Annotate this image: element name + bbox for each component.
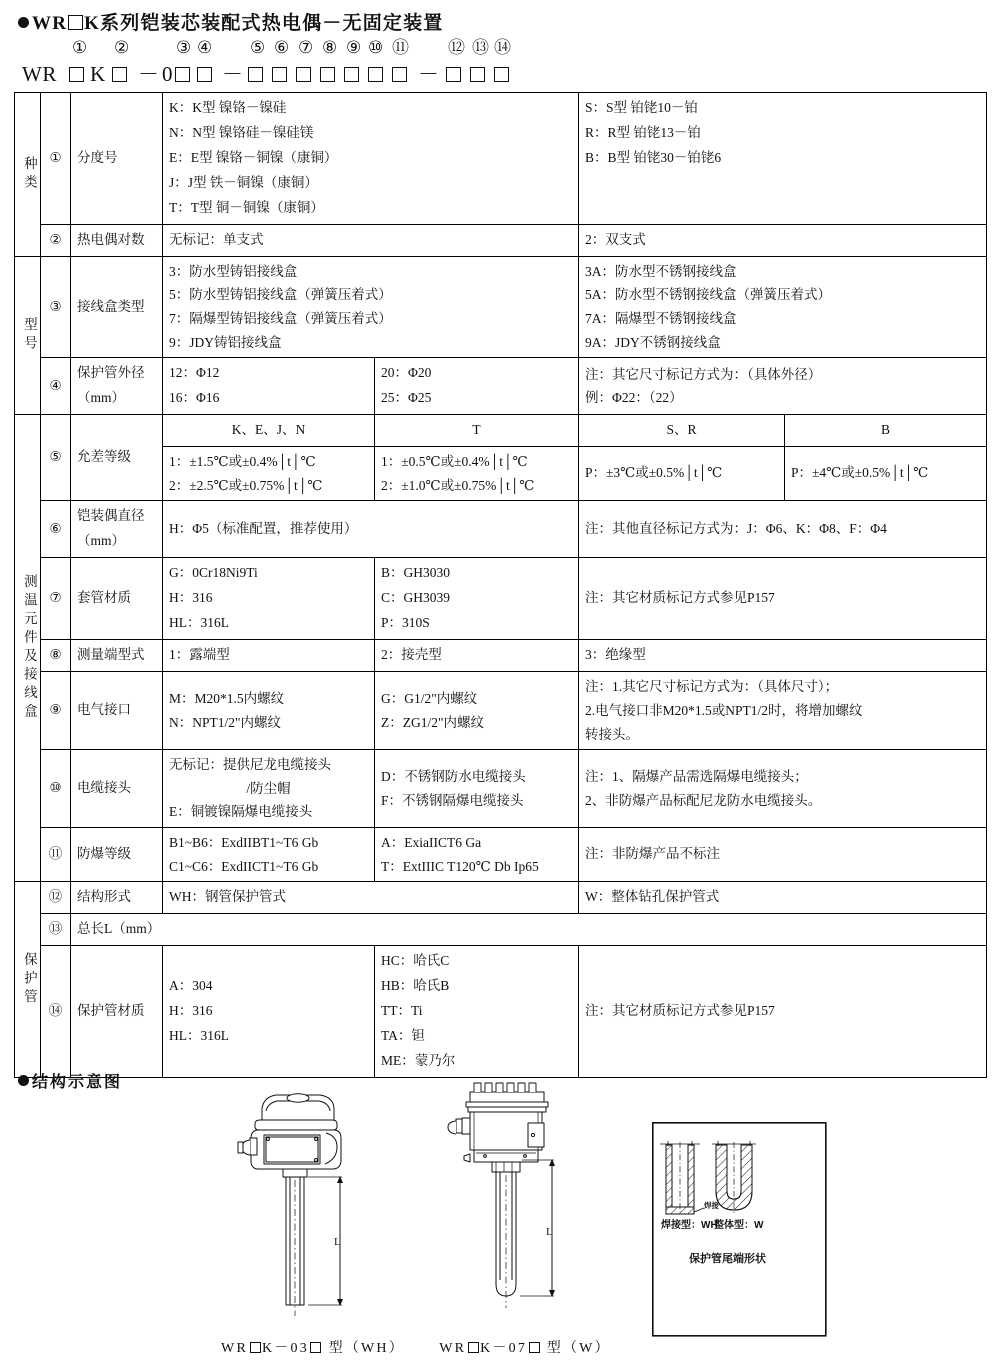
value-line: 注：1.其它尺寸标记方式为：（具体尺寸）； xyxy=(585,679,839,695)
code-box-9 xyxy=(344,67,359,82)
value-line: A：304 xyxy=(169,978,213,994)
value-line: 16：Φ16 xyxy=(169,390,220,406)
code-box-12 xyxy=(446,67,461,82)
value-line: Z：ZG1/2"内螺纹 xyxy=(381,714,485,730)
code-box-3 xyxy=(175,67,190,82)
detail-box-caption: 保护管尾端形状 xyxy=(689,1253,766,1265)
value-line: B：GH3030 xyxy=(381,565,451,581)
code-mid-k: K xyxy=(90,62,106,86)
row-cell-c: 注：非防爆产品不标注 xyxy=(579,828,987,882)
length-label-w: L xyxy=(546,1226,553,1238)
code-index-12: ⑫ xyxy=(448,38,465,58)
row-cell-b xyxy=(375,750,579,828)
row-index: ⑭ xyxy=(41,946,71,1078)
value-line: K：K型 镍铬－镍硅 xyxy=(169,100,287,115)
row-name: 结构形式 xyxy=(71,882,163,914)
integral-type-label: 整体型：W xyxy=(714,1220,764,1231)
table-row xyxy=(15,946,987,1078)
row-cell-c xyxy=(579,750,987,828)
weld-type-label: 焊接型：WH xyxy=(661,1220,718,1231)
group-label-protection-tube: 保护管 xyxy=(15,882,41,1078)
weld-callout-label: 焊接 xyxy=(704,1201,719,1210)
row-name: 防爆等级 xyxy=(71,828,163,882)
row-cell-b xyxy=(375,946,579,1078)
table-row xyxy=(15,914,987,946)
code-index-9: ⑨ xyxy=(346,38,362,58)
page-title xyxy=(18,8,444,35)
value-line: 25：Φ25 xyxy=(381,390,432,406)
row-cell-c xyxy=(579,358,987,415)
row-cell-left: 无标记：单支式 xyxy=(163,224,579,256)
value-line: H：316 xyxy=(169,1003,213,1019)
bullet-icon-2 xyxy=(18,1075,29,1086)
code-box-10 xyxy=(368,67,383,82)
value-line: A：ExiaIICT6 Ga xyxy=(381,835,482,851)
row-cell-right xyxy=(579,256,987,358)
value-line: 例：Φ22：（22） xyxy=(585,390,683,406)
value-line: 2、非防爆产品标配尼龙防水电缆接头。 xyxy=(585,792,822,808)
row-cell-b xyxy=(375,358,579,415)
row-cell-right: W：整体钻孔保护管式 xyxy=(579,882,987,914)
row-index: ⑦ xyxy=(41,558,71,640)
row-name: 分度号 xyxy=(71,93,163,225)
figure-caption-w xyxy=(400,1337,650,1357)
row-cell-c: 注：其它材质标记方式参见P157 xyxy=(579,946,987,1078)
value-line: C：GH3039 xyxy=(381,590,451,606)
specification-table xyxy=(14,92,987,1078)
row-name: 允差等级 xyxy=(71,415,163,501)
code-index-3: ③ xyxy=(176,38,192,58)
row-name: 接线盒类型 xyxy=(71,256,163,358)
value-line: 5：防水型铸铝接线盒（弹簧压着式） xyxy=(169,287,392,303)
code-box-8 xyxy=(320,67,335,82)
code-dash-3: － xyxy=(418,62,440,86)
row-index: ⑩ xyxy=(41,750,71,828)
row-cell-c: 注：其它材质标记方式参见P157 xyxy=(579,558,987,640)
row-cell-a xyxy=(163,946,375,1078)
row-cell-left: WH：钢管保护管式 xyxy=(163,882,579,914)
value-line: 注：其它尺寸标记方式为：（具体外径） xyxy=(585,366,822,382)
code-index-row xyxy=(16,38,776,62)
value-line: C1~C6：ExdIICT1~T6 Gb xyxy=(169,858,319,874)
tolerance-header-4: B xyxy=(785,415,987,447)
value-line: 2：±1.0℃或±0.75%│t│℃ xyxy=(381,477,535,493)
code-index-13: ⑬ xyxy=(472,38,489,58)
code-dash-2: － xyxy=(222,62,244,86)
table-row xyxy=(15,640,987,672)
value-line: B1~B6：ExdIIBT1~T6 Gb xyxy=(169,835,319,851)
row-cell-b: 2：接壳型 xyxy=(375,640,579,672)
row-cell-left xyxy=(163,256,579,358)
code-zero: 0 xyxy=(162,62,173,86)
figure-wh-thermocouple xyxy=(230,1090,390,1325)
value-line: 注：1、隔爆产品需选隔爆电缆接头； xyxy=(585,768,808,784)
value-line: 1：±1.5℃或±0.4%│t│℃ xyxy=(169,454,316,470)
tube-tip-detail-drawing xyxy=(652,1122,827,1337)
page-title-text: WR K系列铠装芯装配式热电偶－无固定装置 xyxy=(32,13,444,34)
w-assembly-drawing xyxy=(440,1080,605,1325)
bullet-icon xyxy=(18,17,29,28)
row-name: 保护管外径 （mm） xyxy=(71,358,163,415)
tolerance-header-2: T xyxy=(375,415,579,447)
table-row xyxy=(15,882,987,914)
row-cell-right: 注：其他直径标记方式为：J：Φ6、K：Φ8、F：Φ4 xyxy=(579,501,987,558)
tolerance-cell-3: P：±3℃或±0.5%│t│℃ xyxy=(579,447,785,501)
row-name: 电缆接头 xyxy=(71,750,163,828)
placeholder-box-icon xyxy=(310,1342,321,1353)
value-line: R：R型 铂铑13－铂 xyxy=(585,124,701,140)
value-line: D：不锈钢防水电缆接头 xyxy=(381,768,526,784)
tube-tip-detail-box xyxy=(652,1122,827,1337)
placeholder-box-icon xyxy=(468,1342,479,1353)
row-index: ⑤ xyxy=(41,415,71,501)
row-index: ④ xyxy=(41,358,71,415)
row-name: 测量端型式 xyxy=(71,640,163,672)
row-cell-left xyxy=(163,93,579,225)
code-index-2: ② xyxy=(114,38,130,58)
code-box-1 xyxy=(69,67,84,82)
row-cell-b xyxy=(375,558,579,640)
row-index: ⑧ xyxy=(41,640,71,672)
value-line: TA：钽 xyxy=(381,1028,425,1044)
code-index-4: ④ xyxy=(197,38,213,58)
value-line: 2.电气接口非M20*1.5或NPT1/2时，将增加螺纹 xyxy=(585,702,863,718)
value-line: 12：Φ12 xyxy=(169,365,220,381)
code-index-10: ⑩ xyxy=(368,38,384,58)
figure-caption-wh-text: WR K－03 型（WH） xyxy=(221,1341,405,1356)
value-line: S：S型 铂铑10－铂 xyxy=(585,100,698,115)
length-label-wh: L xyxy=(334,1236,341,1248)
group-label-type: 种类 xyxy=(15,93,41,257)
row-index: ⑬ xyxy=(41,914,71,946)
row-cell-b xyxy=(375,828,579,882)
value-line: HL：316L xyxy=(169,1028,229,1044)
value-line: 转接头。 xyxy=(585,726,639,742)
table-row-tolerance-headers xyxy=(15,415,987,447)
row-cell-right xyxy=(579,93,987,225)
value-line: 20：Φ20 xyxy=(381,365,432,381)
value-line: J：J型 铁－铜镍（康铜） xyxy=(169,174,318,190)
code-index-1: ① xyxy=(72,38,88,58)
table-row xyxy=(15,256,987,358)
value-line: HL：316L xyxy=(169,615,229,631)
placeholder-box-icon xyxy=(250,1342,261,1353)
row-index: ⑥ xyxy=(41,501,71,558)
row-name: 热电偶对数 xyxy=(71,224,163,256)
value-line: 2：±2.5℃或±0.75%│t│℃ xyxy=(169,477,323,493)
value-line: TT：Ti xyxy=(381,1003,423,1019)
figure-caption-w-text: WR K－07 型（W） xyxy=(439,1341,611,1356)
placeholder-box-icon xyxy=(529,1342,540,1353)
value-line: E：铜镀镍隔爆电缆接头 xyxy=(169,804,313,820)
value-line: 3：防水型铸铝接线盒 xyxy=(169,263,298,279)
value-line: HB：哈氏B xyxy=(381,978,450,994)
code-box-2 xyxy=(112,67,127,82)
row-cell-a xyxy=(163,828,375,882)
value-line: B：B型 铂铑30－铂铑6 xyxy=(585,149,722,165)
table-row xyxy=(15,224,987,256)
row-cell-a xyxy=(163,750,375,828)
row-name: 套管材质 xyxy=(71,558,163,640)
row-cell-left: H：Φ5（标准配置，推荐使用） xyxy=(163,501,579,558)
row-index: ① xyxy=(41,93,71,225)
code-box-4 xyxy=(197,67,212,82)
table-row xyxy=(15,558,987,640)
value-line: N：NPT1/2"内螺纹 xyxy=(169,714,282,730)
code-dash-1: － xyxy=(138,62,160,86)
tolerance-cell-4: P：±4℃或±0.5%│t│℃ xyxy=(785,447,987,501)
code-index-6: ⑥ xyxy=(274,38,290,58)
row-cell-full: 总长L（mm） xyxy=(71,914,987,946)
row-index: ⑫ xyxy=(41,882,71,914)
code-index-7: ⑦ xyxy=(298,38,314,58)
value-line: 无标记：提供尼龙电缆接头 xyxy=(169,757,331,773)
value-line: M：M20*1.5内螺纹 xyxy=(169,691,285,707)
table-row xyxy=(15,501,987,558)
model-code-diagram xyxy=(16,38,776,90)
row-name: 电气接口 xyxy=(71,672,163,750)
value-line: G：0Cr18Ni9Ti xyxy=(169,565,258,581)
row-cell-a xyxy=(163,358,375,415)
row-index: ③ xyxy=(41,256,71,358)
value-line: F：不锈钢隔爆电缆接头 xyxy=(381,792,524,808)
table-row xyxy=(15,93,987,225)
code-box-5 xyxy=(248,67,263,82)
table-row xyxy=(15,750,987,828)
value-line: 5A：防水型不锈钢接线盒（弹簧压着式） xyxy=(585,287,831,303)
row-cell-a: 1：露端型 xyxy=(163,640,375,672)
row-index: ② xyxy=(41,224,71,256)
value-line: 1：±0.5℃或±0.4%│t│℃ xyxy=(381,454,528,470)
value-line: 9：JDY铸铝接线盒 xyxy=(169,334,282,350)
value-line: T：ExtIIIC T120℃ Db Ip65 xyxy=(381,858,539,874)
group-label-model: 型号 xyxy=(15,256,41,414)
row-cell-c: 3：绝缘型 xyxy=(579,640,987,672)
value-line: H：316 xyxy=(169,590,213,606)
value-line: /防尘帽 xyxy=(246,780,291,796)
tolerance-header-3: S、R xyxy=(579,415,785,447)
row-cell-c xyxy=(579,672,987,750)
row-cell-a xyxy=(163,558,375,640)
tolerance-cell-1 xyxy=(163,447,375,501)
figure-w-thermocouple xyxy=(440,1080,605,1325)
code-box-7 xyxy=(296,67,311,82)
value-line: HC：哈氏C xyxy=(381,953,450,969)
row-cell-right: 2：双支式 xyxy=(579,224,987,256)
structure-diagram-heading xyxy=(18,1069,122,1092)
value-line: 7A：隔爆型不锈钢接线盒 xyxy=(585,311,737,327)
placeholder-box-icon xyxy=(68,15,83,30)
code-index-5: ⑤ xyxy=(250,38,266,58)
code-prefix: WR xyxy=(22,62,57,86)
value-line: 3A：防水型不锈钢接线盒 xyxy=(585,263,737,279)
value-line: E：E型 镍铬－铜镍（康铜） xyxy=(169,149,338,165)
value-line: ME：蒙乃尔 xyxy=(381,1053,456,1069)
row-index: ⑪ xyxy=(41,828,71,882)
wh-assembly-drawing xyxy=(230,1090,390,1325)
value-line: G：G1/2"内螺纹 xyxy=(381,691,478,707)
structure-diagram-heading-text: 结构示意图 xyxy=(32,1074,123,1091)
row-cell-a xyxy=(163,672,375,750)
value-line: 9A：JDY不锈钢接线盒 xyxy=(585,334,721,350)
value-line: 7：隔爆型铸铝接线盒（弹簧压着式） xyxy=(169,311,392,327)
table-row xyxy=(15,358,987,415)
row-cell-b xyxy=(375,672,579,750)
code-index-8: ⑧ xyxy=(322,38,338,58)
row-name: 铠装偶直径 （mm） xyxy=(71,501,163,558)
tolerance-cell-2 xyxy=(375,447,579,501)
row-index: ⑨ xyxy=(41,672,71,750)
table-row xyxy=(15,672,987,750)
row-name: 保护管材质 xyxy=(71,946,163,1078)
code-box-14 xyxy=(494,67,509,82)
code-box-11 xyxy=(392,67,407,82)
value-line: N：N型 镍铬硅－镍硅镁 xyxy=(169,124,314,140)
value-line: P：310S xyxy=(381,615,430,631)
code-pattern-row xyxy=(16,61,776,85)
group-label-sensing-element: 测温元件及接线盒 xyxy=(15,415,41,882)
value-line: T：T型 铜－铜镍（康铜） xyxy=(169,199,324,215)
table-row xyxy=(15,828,987,882)
code-index-11: ⑪ xyxy=(392,38,409,58)
code-index-14: ⑭ xyxy=(494,38,511,58)
code-box-6 xyxy=(272,67,287,82)
code-box-13 xyxy=(470,67,485,82)
tolerance-header-1: K、E、J、N xyxy=(163,415,375,447)
